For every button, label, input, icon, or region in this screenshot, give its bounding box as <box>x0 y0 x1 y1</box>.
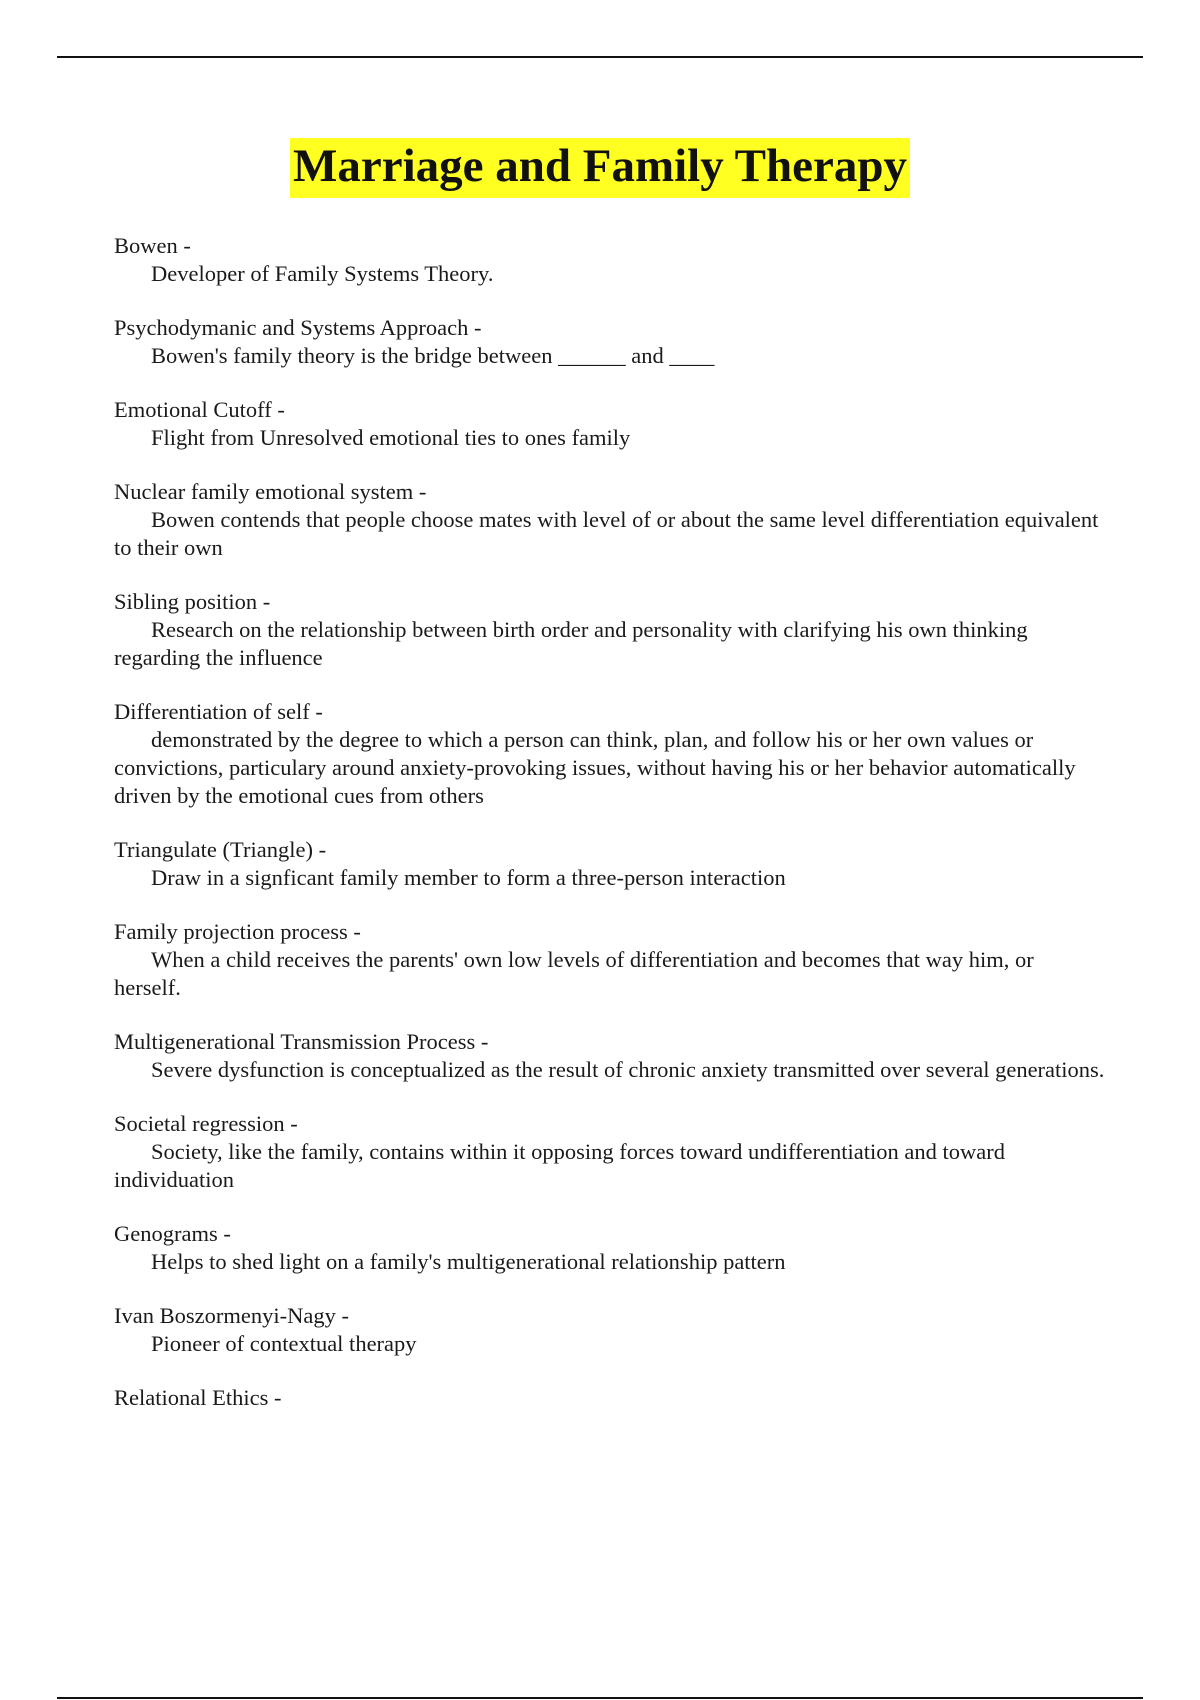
flashcard-entry <box>114 314 1106 370</box>
flashcard-entry <box>114 836 1106 892</box>
flashcard-entry <box>114 588 1106 672</box>
flashcard-entry <box>114 232 1106 288</box>
entry-term: Psychodymanic and Systems Approach - <box>114 315 482 340</box>
entry-term: Family projection process - <box>114 919 361 944</box>
entry-definition: Draw in a signficant family member to form a three-person interaction <box>151 865 786 890</box>
entry-term: Bowen - <box>114 233 191 258</box>
flashcard-entry <box>114 918 1106 1002</box>
entry-term: Emotional Cutoff - <box>114 397 285 422</box>
entry-definition: demonstrated by the degree to which a person can think, plan, and follow his or her own values or convictions, particulary around anxiety-provoking issues, without having his or her behavior automatically driven by the emotional cues from others <box>114 727 1076 808</box>
entry-definition: Severe dysfunction is conceptualized as the result of chronic anxiety transmitted over several generations. <box>151 1057 1105 1082</box>
flashcard-entry <box>114 1028 1106 1084</box>
entry-definition: Society, like the family, contains within it opposing forces toward undifferentiation and toward individuation <box>114 1139 1005 1192</box>
flashcard-entry <box>114 1220 1106 1276</box>
entry-term: Ivan Boszormenyi-Nagy - <box>114 1303 349 1328</box>
entry-definition: Bowen's family theory is the bridge between ______ and ____ <box>151 343 715 368</box>
flashcard-entry <box>114 698 1106 810</box>
bottom-rule <box>57 1697 1143 1699</box>
flashcard-entry <box>114 1384 1106 1412</box>
entry-definition: Pioneer of contextual therapy <box>151 1331 417 1356</box>
entry-term: Sibling position - <box>114 589 271 614</box>
entry-term: Nuclear family emotional system - <box>114 479 427 504</box>
entry-definition: Flight from Unresolved emotional ties to ones family <box>151 425 631 450</box>
entry-term: Societal regression - <box>114 1111 298 1136</box>
document-title: Marriage and Family Therapy <box>290 138 910 198</box>
top-rule <box>57 56 1143 58</box>
title-container <box>0 138 1200 198</box>
entry-definition: Helps to shed light on a family's multigenerational relationship pattern <box>151 1249 786 1274</box>
flashcard-entry <box>114 1110 1106 1194</box>
entry-term: Genograms - <box>114 1221 231 1246</box>
flashcard-entry <box>114 1302 1106 1358</box>
flashcard-entry <box>114 396 1106 452</box>
entry-definition: When a child receives the parents' own low levels of differentiation and becomes that way him, or herself. <box>114 947 1034 1000</box>
entry-term: Differentiation of self - <box>114 699 323 724</box>
entry-definition: Bowen contends that people choose mates with level of or about the same level differentiation equivalent to their own <box>114 507 1099 560</box>
entry-definition: Research on the relationship between birth order and personality with clarifying his own thinking regarding the influence <box>114 617 1028 670</box>
flashcard-entry <box>114 478 1106 562</box>
entry-term: Relational Ethics - <box>114 1385 282 1410</box>
entry-term: Triangulate (Triangle) - <box>114 837 327 862</box>
flashcard-list <box>114 232 1106 1438</box>
entry-definition: Developer of Family Systems Theory. <box>151 261 494 286</box>
entry-term: Multigenerational Transmission Process - <box>114 1029 489 1054</box>
